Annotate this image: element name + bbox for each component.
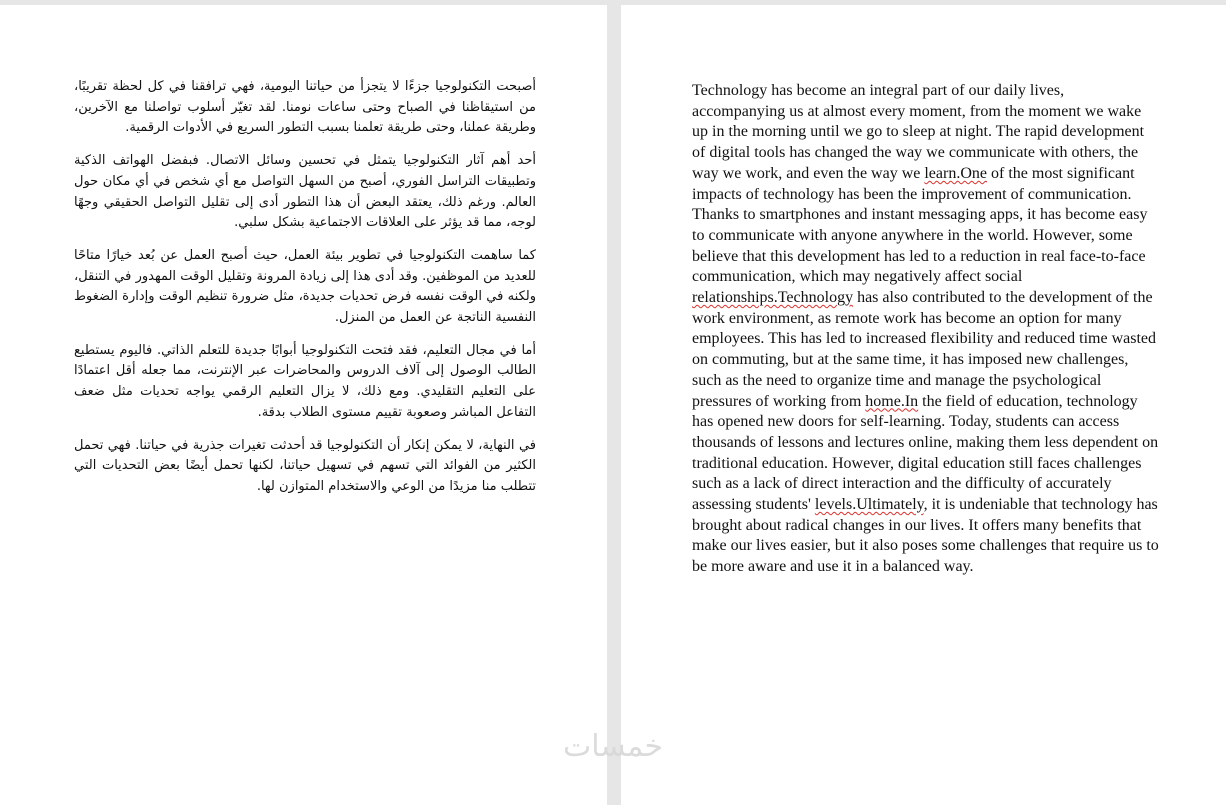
english-body-text[interactable]	[692, 81, 1160, 578]
spelling-error-word[interactable]: home.In	[865, 392, 919, 410]
english-text-segment: Technology has become an integral part of our daily lives, accompanying us at almost every moment, from the moment we wake up in the morning until we go to sleep at night. The rapid development of digital tools has changed the way we communicate with others, the way we work, and even the way we	[692, 82, 1145, 182]
khamsat-watermark: خمسات	[562, 729, 664, 764]
arabic-paragraph: أما في مجال التعليم، فقد فتحت التكنولوجيا أبوابًا جديدة للتعلم الذاتي. فاليوم يستطيع الطالب الوصول إلى آلاف الدروس والمحاضرات عبر الإنترنت، مما جعله أقل اعتمادًا على التعليم التقليدي. ومع ذلك، لا يزال التعليم الرقمي يواجه تحديات مثل ضعف التفاعل المباشر وصعوبة تقييم مستوى الطلاب بدقة.	[74, 342, 536, 420]
english-text-segment: of the most significant impacts of technology has been the improvement of communication. Thanks to smartphones and instant messaging apps, it has become easy to communicate with anyone anywhere in the world. However, some believe that this development has led to a reduction in real face-to-face communication, which may negatively affect social	[692, 164, 1148, 286]
english-text-segment: , it is undeniable that technology has brought about radical changes in our lives. It offers many benefits that make our lives easier, but it also poses some challenges that require us to be more aware and use it in a balanced way.	[692, 496, 1159, 576]
arabic-paragraph: أحد أهم آثار التكنولوجيا يتمثل في تحسين وسائل الاتصال. فبفضل الهواتف الذكية وتطبيقات التراسل الفوري، أصبح من السهل التواصل مع أي شخص في أي مكان حول العالم. ورغم ذلك، يعتقد البعض أن هذا التطور أدى إلى تقليل التواصل الحقيقي وجهًا لوجه، مما قد يؤثر على العلاقات الاجتماعية بشكل سلبي.	[74, 153, 536, 231]
english-text-segment: has also contributed to the development of the work environment, as remote work has become an option for many employees. This has led to increased flexibility and reduced time wasted on commuting, but at the same time, it has imposed new challenges, such as the need to organize time and manage the psychological pressures of working from	[692, 289, 1157, 410]
arabic-document-page	[0, 5, 607, 805]
spelling-error-word[interactable]: relationships.Technology	[692, 289, 854, 307]
arabic-body-text[interactable]	[74, 77, 536, 510]
arabic-paragraph: أصبحت التكنولوجيا جزءًا لا يتجزأ من حياتنا اليومية، فهي ترافقنا في كل لحظة تقريبًا، من استيقاظنا في الصباح وحتى ساعات نومنا. لقد تغيّر أسلوب تواصلنا مع الآخرين، وطريقة عملنا، وحتى طريقة تعلمنا بسبب التطور السريع في الأدوات الرقمية.	[74, 79, 536, 136]
arabic-paragraph: في النهاية، لا يمكن إنكار أن التكنولوجيا قد أحدثت تغيرات جذرية في حياتنا. فهي تحمل الكثير من الفوائد التي تسهم في تسهيل حياتنا، لكنها تحمل أيضًا بعض التحديات التي تتطلب منا مزيدًا من الوعي والاستخدام المتوازن لها.	[74, 437, 536, 494]
spelling-error-word[interactable]: learn.One	[924, 164, 987, 182]
spelling-error-word[interactable]: levels.Ultimately	[814, 496, 924, 514]
arabic-paragraph: كما ساهمت التكنولوجيا في تطوير بيئة العمل، حيث أصبح العمل عن بُعد خيارًا متاحًا للعديد من الموظفين. وقد أدى هذا إلى زيادة المرونة وتقليل الوقت المهدور في التنقل، ولكنه في الوقت نفسه فرض تحديات جديدة، مثل ضرورة تنظيم الوقت وإدارة الضغوط النفسية الناتجة عن العمل من المنزل.	[74, 247, 536, 326]
english-text-segment: the field of education, technology has opened new doors for self-learning. Today, students can access thousands of lessons and lectures online, making them less dependent on traditional education. However, digital education still faces challenges such as a lack of direct interaction and the difficulty of accurately assessing students'	[692, 392, 1159, 514]
english-document-page	[621, 5, 1226, 805]
